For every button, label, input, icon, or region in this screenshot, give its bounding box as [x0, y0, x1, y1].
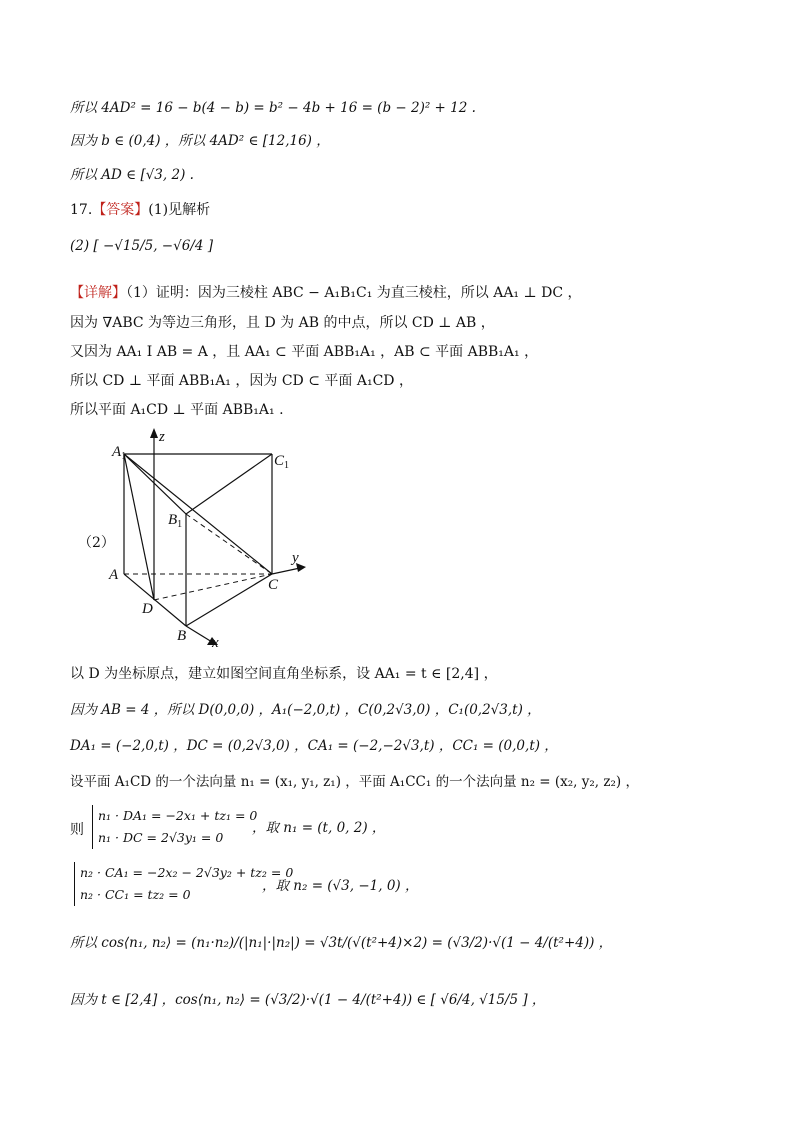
system-2-eq1: n₂ · CA₁ = −2x₂ − 2√3y₂ + tz₂ = 0	[80, 865, 294, 880]
label-x: x	[212, 635, 219, 648]
text-line-2: 因为 b ∈ (0,4) ，所以 4AD² ∈ [12,16) ，	[70, 133, 330, 149]
text-line-17: 所以 cos⟨n₁, n₂⟩ = (n₁·n₂)/(|n₁|·|n₂|) = √3t/(√(t²+4)×2) = (√3/2)·√(1 − 4/(t²+4)) ，	[70, 935, 613, 951]
explain-line-1	[70, 283, 582, 303]
text-line-14: 设平面 A₁CD 的一个法向量 n₁ = (x₁, y₁, z₁) ，平面 A₁CC₁ 的一个法向量 n₂ = (x₂, y₂, z₂) ，	[70, 774, 639, 790]
answer-line	[70, 200, 210, 220]
text-line-9: 所以 CD ⊥ 平面 ABB₁A₁ ，因为 CD ⊂ 平面 A₁CD ，	[70, 373, 413, 389]
system-1-eq1: n₁ · DA₁ = −2x₁ + tz₁ = 0	[98, 808, 258, 823]
answer-part1: (1)见解析	[148, 202, 211, 218]
segment-A1C	[124, 454, 272, 574]
label-z: z	[159, 429, 165, 445]
segment-B1C-dashed	[186, 514, 272, 574]
segment-DC-dashed	[154, 574, 272, 600]
explain-text: （1）证明：因为三棱柱 ABC − A₁B₁C₁ 为直三棱柱，所以 AA₁ ⊥ DC ，	[126, 285, 582, 301]
text-line-18: 因为 t ∈ [2,4] ，cos⟨n₁, n₂⟩ = (√3/2)·√(1 − 4/(t²+4)) ∈ [ √6/4, √15/5 ] ，	[70, 992, 546, 1008]
text-line-12: 因为 AB = 4 ，所以 D(0,0,0) ，A₁(−2,0,t) ，C(0,2√3,0) ，C₁(0,2√3,t) ，	[70, 702, 541, 718]
text-line-11: 以 D 为坐标原点，建立如图空间直角坐标系，设 AA₁ = t ∈ [2,4] ，	[70, 666, 498, 682]
system-1-eq2: n₁ · DC = 2√3y₁ = 0	[98, 830, 224, 845]
text-line-13: DA₁ = (−2,0,t) ，DC = (0,2√3,0) ，CA₁ = (−2,−2√3,t) ，CC₁ = (0,0,t) ，	[70, 738, 558, 754]
label-D: D	[142, 601, 153, 617]
x-axis	[186, 626, 212, 642]
question-number: 17.	[70, 202, 93, 218]
label-A: A	[109, 567, 119, 583]
system-1	[92, 805, 257, 849]
label-C1: $C_1$	[274, 453, 290, 471]
edge-BC	[186, 574, 272, 626]
y-axis	[272, 568, 300, 574]
text-line-1: 所以 4AD² = 16 − b(4 − b) = b² − 4b + 16 = (b − 2)² + 12 .	[70, 100, 476, 116]
system-2-result: ，取 n₂ = (√3, −1, 0) ，	[262, 878, 419, 894]
label-B: B	[177, 628, 187, 644]
text-line-8: 又因为 AA₁ I AB = A ，且 AA₁ ⊂ 平面 ABB₁A₁ ，AB ⊂ 平面 ABB₁A₁ ，	[70, 344, 539, 360]
label-B1: $B_1$	[168, 512, 183, 530]
system-2-eq2: n₂ · CC₁ = tz₂ = 0	[80, 887, 191, 902]
label-C: C	[268, 577, 279, 593]
explain-tag: 【详解】	[70, 285, 126, 301]
edge-A1B1	[124, 454, 186, 514]
z-arrowhead	[150, 428, 158, 438]
text-line-7: 因为 ∇ABC 为等边三角形，且 D 为 AB 的中点，所以 CD ⊥ AB ，	[70, 315, 495, 331]
edge-B1C1	[186, 454, 272, 514]
system-1-prefix: 则	[70, 822, 84, 838]
system-1-result: ，取 n₁ = (t, 0, 2) ，	[252, 820, 386, 836]
label-A1: $A_1$	[112, 444, 127, 462]
text-line-3: 所以 AD ∈ [√3, 2) .	[70, 167, 194, 183]
part2-label: （2）	[78, 535, 115, 551]
answer-tag: 【答案】	[92, 202, 149, 218]
label-y: y	[292, 550, 299, 566]
prism-figure	[96, 426, 326, 648]
system-2	[74, 862, 293, 906]
text-line-10: 所以平面 A₁CD ⊥ 平面 ABB₁A₁ .	[70, 402, 284, 418]
answer-part2: (2) [ −√15/5, −√6/4 ]	[70, 238, 213, 254]
